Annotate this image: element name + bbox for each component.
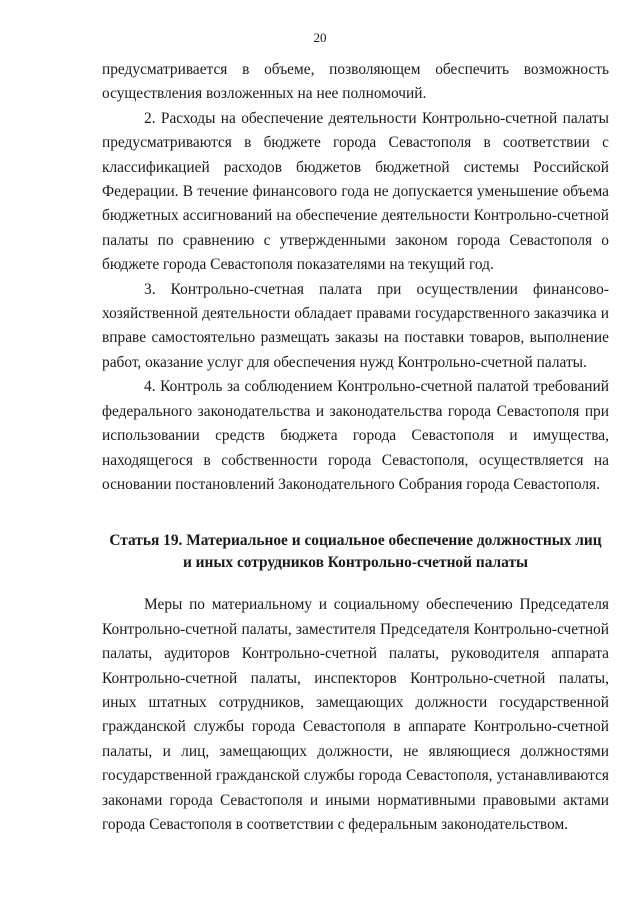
page-number: 20 — [313, 30, 327, 45]
article-19-heading — [102, 530, 609, 574]
document-body — [102, 58, 609, 837]
article-heading-line-2: и иных сотрудников Контрольно-счетной палаты — [182, 554, 529, 572]
article-heading-line-1: Статья 19. Материальное и социальное обеспечение должностных лиц — [109, 532, 602, 550]
paragraph-4: 4. Контроль за соблюдением Контрольно-счетной палатой требований федерального законодательства и законодательства города Севастополя при использовании средств бюджета города Севастополя и имущества, находящегося в собственности города Севастополя, осуществляется на основании постановлений Законодательного Собрания города Севастополя. — [102, 378, 609, 493]
paragraph-2: 2. Расходы на обеспечение деятельности Контрольно-счетной палаты предусматриваются в бюджете города Севастополя в соответствии с классификацией расходов бюджетов бюджетной системы Российской Федерации. В течение финансового года не допускается уменьшение объема бюджетных ассигнований на обеспечение деятельности Контрольно-счетной палаты по сравнению с утвержденными законом города Севастополя о бюджете города Севастополя показателями на текущий год. — [102, 109, 609, 274]
paragraph-3: 3. Контрольно-счетная палата при осуществлении финансово-хозяйственной деятельности обладает правами государственного заказчика и вправе самостоятельно размещать заказы на поставки товаров, выполнение работ, оказание услуг для обеспечения нужд Контрольно-счетной палаты. — [102, 280, 609, 371]
paragraph-continuation: предусматривается в объеме, позволяющем обеспечить возможность осуществления возложенных на нее полномочий. — [102, 61, 609, 103]
article-19-body: Меры по материальному и социальному обеспечению Председателя Контрольно-счетной палаты, заместителя Председателя Контрольно-счетной палаты, аудиторов Контрольно-счетной палаты, руководителя аппарата Контрольно-счетной палаты, инспекторов Контрольно-счетной палаты, иных штатных сотрудников, замещающих должности государственной гражданской службы города Севастополя в аппарате Контрольно-счетной палаты, и лиц, замещающих должности, не являющиеся должностями государственной гражданской службы города Севастополя, устанавливаются законами города Севастополя и иными нормативными правовыми актами города Севастополя в соответствии с федеральным законодательством. — [102, 596, 609, 833]
